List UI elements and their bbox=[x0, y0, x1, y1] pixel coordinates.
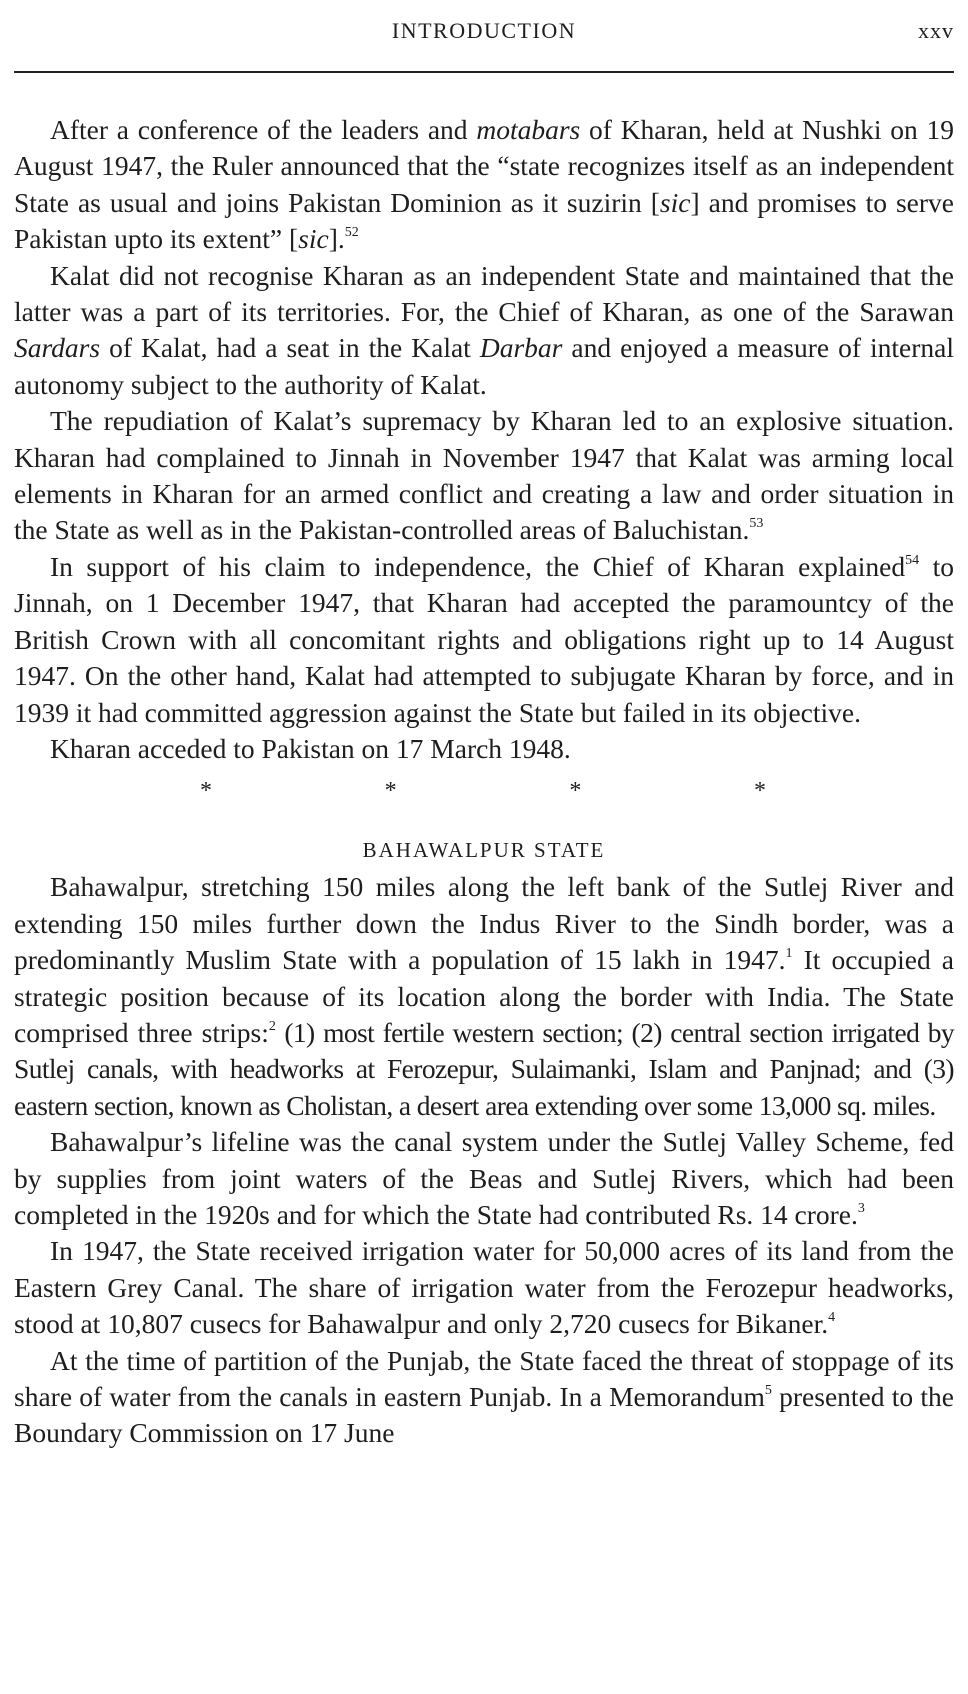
footnote-ref: 3 bbox=[857, 1200, 865, 1216]
paragraph-kalat-claim: Kalat did not recognise Kharan as an independent State and maintained that the latter was a part of its territories. For, the Chief of Kharan, as one of the Sarawan Sardars of Kalat, had a seat in the Kalat Darbar and enjoyed a measure of internal autonomy subject to the authority of Kalat. bbox=[14, 259, 954, 400]
paragraph-accession: Kharan acceded to Pakistan on 17 March 1948. bbox=[50, 732, 571, 764]
running-header bbox=[14, 18, 954, 50]
separator-star: * bbox=[384, 778, 397, 805]
header-rule bbox=[14, 71, 954, 73]
body-text bbox=[14, 112, 954, 1452]
footnote-ref: 53 bbox=[749, 516, 764, 532]
footnote-ref: 4 bbox=[828, 1310, 836, 1326]
separator-star: * bbox=[200, 778, 212, 805]
footnote-ref: 1 bbox=[785, 946, 793, 962]
footnote-ref: 54 bbox=[905, 552, 920, 568]
footnote-ref: 2 bbox=[268, 1018, 276, 1034]
footnote-ref: 52 bbox=[344, 225, 359, 241]
running-title: INTRODUCTION bbox=[391, 18, 577, 43]
section-heading: BAHAWALPUR STATE bbox=[362, 838, 606, 863]
paragraph-partition-threat: At the time of partition of the Punjab, the State faced the threat of stoppage of its share of water from the canals in eastern Punjab. In a Memorandum$^5$ presented to the Boundary Commission on 17 June bbox=[14, 1344, 954, 1449]
paragraph-irrigation-share: In 1947, the State received irrigation water for 50,000 acres of its land from the Eastern Grey Canal. The share of irrigation water from the Ferozepur headworks, stood at 10,807 cusecs for Bahawalpur and only 2,720 cusecs for Bikaner.$^4$ bbox=[14, 1235, 954, 1340]
page-number: xxv bbox=[918, 18, 954, 43]
separator-star: * bbox=[569, 778, 582, 805]
footnote-ref: 5 bbox=[764, 1383, 772, 1398]
paragraph-canal-system: Bahawalpur’s lifeline was the canal system under the Sutlej Valley Scheme, fed by supplies from joint waters of the Beas and Sutlej Rivers, which had been completed in the 1920s and for which the State had contributed Rs. 14 crore.$^3$ bbox=[14, 1126, 954, 1230]
separator-star: * bbox=[753, 778, 766, 805]
paragraph-bahawalpur-geography: Bahawalpur, stretching 150 miles along the left bank of the Sutlej River and extending 150 miles further down the Indus River to the Sindh border, was a predominantly Muslim State with a population of 15 lakh in 1947.$^1$ It occupied a strategic position because of its location along the border with India. The State comprised three strips:$^2$ (1) most fertile western section; (2) central section irrigated by Sutlej canals, with headworks at Ferozepur, Sulaimanki, Islam and Panjnad; and (3) eastern section, known as Cholistan, a desert area extending over some 13,000 sq. miles. bbox=[14, 871, 955, 1121]
paragraph-nushki-conference: After a conference of the leaders and motabars of Kharan, held at Nushki on 19 August 1947, the Ruler announced that the “state recognizes itself as an independent State as usual and joins Pakistan Dominion as it suzirin [sic] and promises to serve Pakistan upto its extent” [sic].$^{52}$ bbox=[14, 114, 955, 255]
paragraph-repudiation: The repudiation of Kalat’s supremacy by Kharan led to an explosive situation. Kharan had complained to Jinnah in November 1947 that Kalat was arming local elements in Kharan for an armed conflict and creating a law and order situation in the State as well as in the Pakistan-controlled areas of Baluchistan.$^{53}$ bbox=[14, 405, 954, 546]
paragraph-independence-claim: In support of his claim to independence, the Chief of Kharan explained$^{54}$ to Jinnah, on 1 December 1947, that Kharan had accepted the paramountcy of the British Crown with all concomitant rights and obligations right up to 14 August 1947. On the other hand, Kalat had attempted to subjugate Kharan by force, and in 1939 it had committed aggression against the State but failed in its objective. bbox=[14, 550, 955, 728]
section-separator bbox=[200, 773, 766, 829]
